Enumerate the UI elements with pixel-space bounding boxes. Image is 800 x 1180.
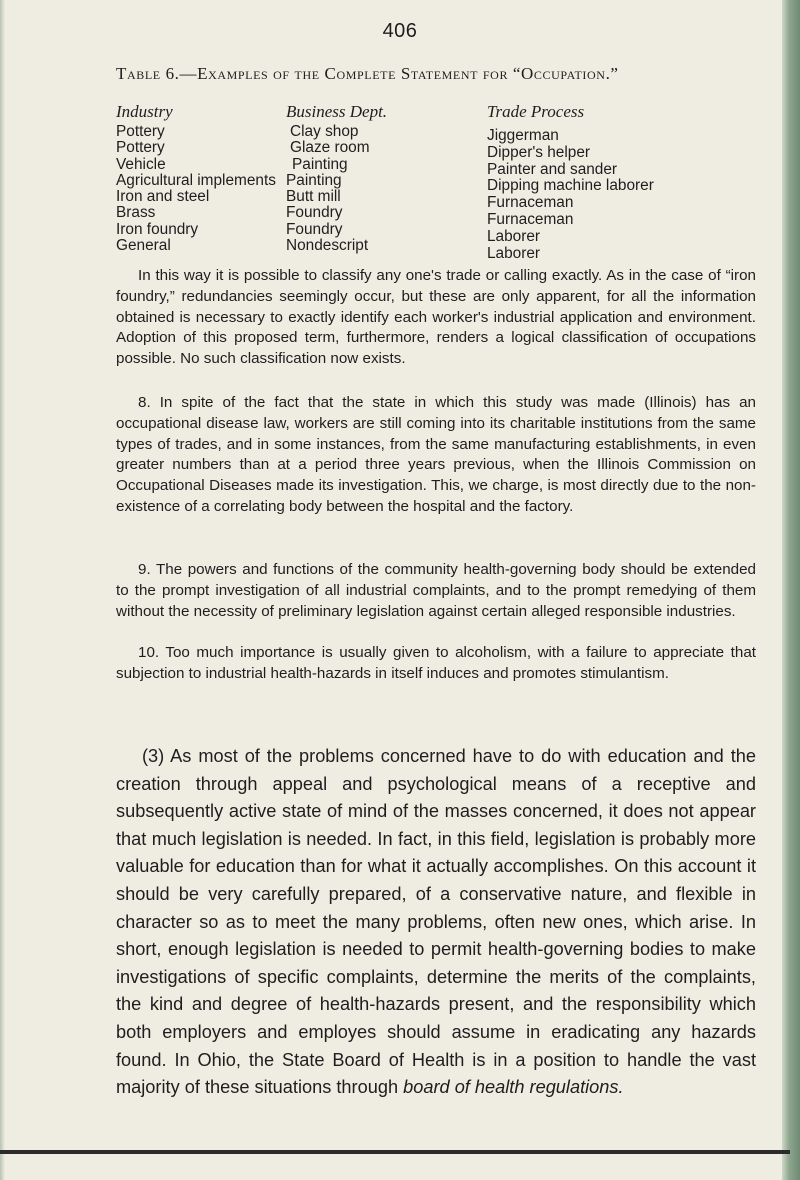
table-cell: Furnaceman bbox=[487, 194, 574, 212]
column-header-industry: Industry bbox=[116, 102, 173, 121]
table-cell: Glaze room bbox=[290, 139, 370, 157]
paragraph-text: 10. Too much importance is usually given to alcoholism, with a failure to appreciate that subjection to industrial health-hazards in itself induces and promotes stimulantism. bbox=[116, 644, 756, 682]
page-left-edge bbox=[0, 0, 5, 1180]
table-cell: Nondescript bbox=[286, 237, 369, 255]
table-cell: Dipping machine laborer bbox=[487, 177, 654, 195]
book-binding-edge bbox=[782, 0, 800, 1180]
table-cell: Butt mill bbox=[286, 188, 341, 206]
paragraph-text: (3) As most of the problems concerned have to do with education and the creation through appeal and psychological means of a receptive and subsequently active state of mind of the masses concerned, it does not appear that much legislation is needed. In fact, in this field, legislation is probably more valuable for education than for what it actually accomplishes. On this account it should be very carefully prepared, of a conservative nature, and flexible in character so as to meet the many problems, often new ones, which arise. In short, enough legislation is needed to permit health-governing bodies to make investigations of specific complaints, determine the merits of the complaints, the kind and degree of health-hazards present, and the responsibility which both employers and employes should assume in eradicating any hazards found. In Ohio, the State Board of Health is in a position to handle the vast majority of these situations through bbox=[116, 746, 756, 1098]
table-cell: General bbox=[116, 237, 171, 255]
table-cell: Foundry bbox=[286, 204, 343, 222]
table-caption: Table 6.—Examples of the Complete Statement for “Occupation.” bbox=[116, 64, 619, 83]
table-cell: Laborer bbox=[487, 244, 541, 262]
paragraph-text: 9. The powers and functions of the community health-governing body should be extended to the prompt investigation of all industrial complaints, and to the prompt remedying of them without the necessity of preliminary legislation against certain alleged responsible industries. bbox=[116, 561, 756, 620]
table-cell: Pottery bbox=[116, 139, 165, 157]
bottom-rule bbox=[0, 1150, 790, 1154]
table-cell: Iron foundry bbox=[116, 220, 199, 238]
paragraph-classification bbox=[116, 266, 756, 370]
table-cell: Vehicle bbox=[116, 155, 166, 173]
paragraph-8 bbox=[116, 393, 756, 518]
paragraph-3 bbox=[116, 743, 756, 1102]
paragraph-10 bbox=[116, 643, 756, 685]
paragraph-text: In this way it is possible to classify any one's trade or calling exactly. As in the case of “iron foundry,” redundancies seemingly occur, but these are only apparent, for all the information obtained is necessary to exactly identify each worker's industrial application and environment. Adoption of this proposed term, furthermore, renders a logical classification of occupations possible. No such classification now exists. bbox=[116, 267, 756, 368]
table-cell: Brass bbox=[116, 204, 156, 222]
table-cell: Laborer bbox=[487, 227, 541, 245]
table-cell: Furnaceman bbox=[487, 210, 574, 228]
table-cell: Jiggerman bbox=[487, 127, 559, 144]
page-number: 406 bbox=[382, 20, 418, 42]
italic-phrase: board of health regulations. bbox=[403, 1077, 624, 1098]
table-cell: Iron and steel bbox=[116, 188, 210, 206]
table-cell: Dipper's helper bbox=[487, 143, 591, 161]
trade-process-column bbox=[487, 128, 654, 262]
business-dept-column bbox=[286, 124, 370, 254]
table-cell: Agricultural implements bbox=[116, 171, 276, 189]
industry-column bbox=[116, 124, 276, 254]
table-cell: Painter and sander bbox=[487, 160, 618, 178]
table-cell: Painting bbox=[286, 171, 342, 189]
table-cell: Clay shop bbox=[290, 123, 359, 140]
table-cell: Pottery bbox=[116, 123, 165, 140]
paragraph-9 bbox=[116, 560, 756, 622]
paragraph-text: 8. In spite of the fact that the state in which this study was made (Illinois) has an occupational disease law, workers are still coming into its charitable institutions from the same types of trades, and in some instances, from the same manufacturing establishments, in even greater numbers than at a period three years previous, when the Illinois Commission on Occupational Diseases made its investigation. This, we charge, is most directly due to the non-existence of a correlating body between the hospital and the factory. bbox=[116, 394, 756, 515]
column-header-business-dept: Business Dept. bbox=[286, 102, 388, 121]
table-cell: Foundry bbox=[286, 220, 343, 238]
column-header-trade-process: Trade Process bbox=[487, 102, 585, 121]
table-cell: Painting bbox=[292, 155, 348, 173]
